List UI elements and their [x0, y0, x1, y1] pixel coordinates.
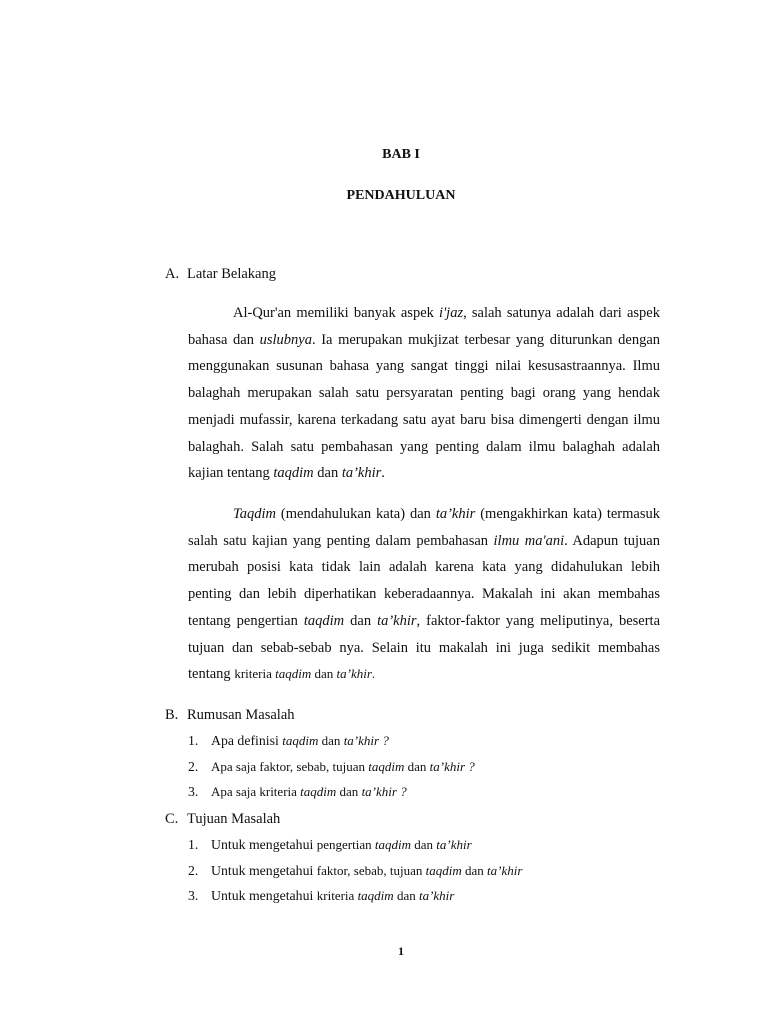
chapter-subtitle: PENDAHULUAN [346, 188, 456, 203]
section-title: Tujuan Masalah [187, 811, 281, 827]
chapter-title: BAB I [382, 147, 420, 162]
term-taqdim: taqdim [273, 465, 314, 482]
list-item: 1. Apa definisi taqdim dan ta’khir ? [188, 733, 389, 748]
paragraph-background-2: Taqdim (mendahulukan kata) dan ta’khir (mengakhirkan kata) termasuk salah satu kajian yang penting dalam pembahasan ilmu ma'ani. Adapun tujuan merubah posisi kata tidak lain adalah karena kata yang didahulukan lebih penting dan lebih diperhatikan keberadaannya. Makalah ini akan membahas tentang pengertian taqdim dan ta’khir, faktor-faktor yang meliputinya, beserta tujuan dan sebab-sebab nya. Selain itu makalah ini juga sedikit membahas tentang kriteria taqdim dan ta’khir. [188, 506, 661, 683]
section-b-heading [165, 707, 295, 724]
term-ilmu-maani: ilmu ma'ani [493, 532, 565, 549]
term-taqdim: Taqdim [233, 506, 276, 522]
section-letter: A. [165, 266, 180, 282]
list-item: 3. Untuk mengetahui kriteria taqdim dan ta’khir [188, 888, 455, 903]
term-takhir: ta’khir [336, 666, 372, 682]
term-takhir: ta’khir [435, 506, 476, 522]
page-number: 1 [398, 944, 404, 958]
term-takhir: ta’khir [341, 465, 382, 482]
section-title: Rumusan Masalah [187, 707, 295, 723]
list-item: 2. Apa saja faktor, sebab, tujuan taqdim dan ta’khir ? [188, 758, 475, 774]
section-a-heading [165, 266, 276, 283]
section-letter: B. [165, 707, 179, 723]
term-uslubnya: uslubnya [259, 331, 312, 348]
term-ijaz: i'jaz [439, 305, 464, 321]
term-takhir: ta’khir [377, 612, 417, 629]
list-item: 2. Untuk mengetahui faktor, sebab, tujuan taqdim dan ta’khir [188, 862, 523, 878]
list-item: 1. Untuk mengetahui pengertian taqdim dan ta’khir [188, 837, 472, 852]
problem-list [188, 733, 475, 810]
section-letter: C. [165, 811, 179, 827]
section-title: Latar Belakang [187, 266, 276, 282]
term-taqdim: taqdim [303, 612, 345, 629]
list-item: 3. Apa saja kriteria taqdim dan ta’khir ? [188, 784, 407, 799]
paragraph-background-1: Al-Qur'an memiliki banyak aspek i'jaz, salah satunya adalah dari aspek bahasa dan uslubnya. Ia merupakan mukjizat terbesar yang diturunkan dengan menggunakan susunan bahasa yang sangat tinggi nilai kesusastraannya. Ilmu balaghah merupakan salah satu persyaratan penting bagi orang yang hendak menjadi mufassir, karena terkadang satu ayat baru bisa dimengerti dengan ilmu balaghah. Salah satu pembahasan yang penting dalam ilmu balaghah adalah kajian tentang taqdim dan ta’khir. [188, 305, 661, 482]
objective-list [188, 837, 522, 914]
section-c-heading [165, 811, 280, 828]
term-taqdim: taqdim [275, 666, 312, 682]
